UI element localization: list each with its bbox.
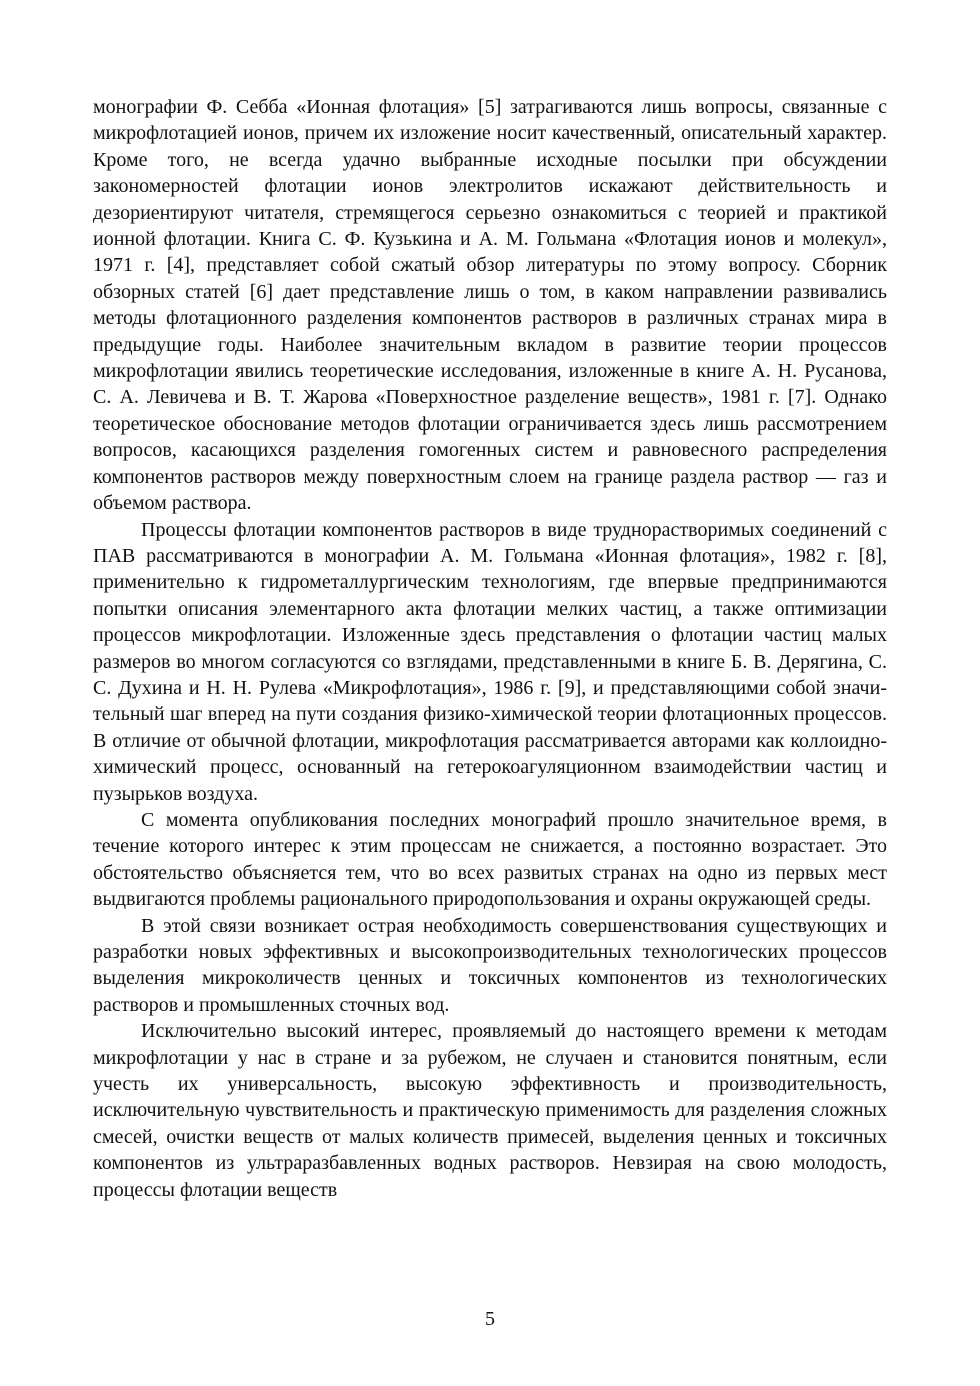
page-body: [93, 94, 887, 1203]
paragraph-5: Исключительно высокий интерес, проявляемый до настоящего времени к методам микрофлотации у нас в стране и за рубежом, не случаен и становится понятным, если учесть их универсальность, высокую эффективность и производительность, исключительную чувствительность и практическую применимость для разделения сложных смесей, очистки веществ от малых количеств примесей, выделения ценных и токсичных компонентов из ультраразбавленных водных растворов. Невзирая на свою молодость, процессы флотации веществ: [93, 1020, 887, 1201]
page-number: 5: [485, 1308, 495, 1330]
paragraph-3: С момента опубликования последних монографий прошло значительное время, в течение которого интерес к этим процессам не снижается, а постоянно возрастает. Это обстоятельство объясняется тем, что во всех развитых странах на одно из первых мест выдвигаются проблемы рационального природопользования и охраны окружающей среды.: [93, 808, 887, 911]
paragraph-4: В этой связи возникает острая необходимость совершенствования существующих и разработки новых эффективных и высокопроизводительных технологических процессов выделения микроколичеств ценных и токсичных компонентов из технологических растворов и промышленных сточных вод.: [93, 914, 887, 1016]
paragraph-2: Процессы флотации компонентов растворов в виде труднорастворимых соединений с ПАВ рассматриваются в монографии А. М. Гольмана «Ионная флотация», 1982 г. [8], применительно к гидрометаллургическим технологиям, где впервые предпринимаются попытки описания элементарного акта флотации мелких частиц, а также оптимизации процессов микрофлотации. Изложенные здесь представления о флотации частиц малых размеров во многом согласуются со взглядами, представленными в книге Б. В. Дерягина, С. С. Духина и Н. Н. Рулева «Микрофлотация», 1986 г. [9], и представляющими собой значительный шаг вперед на пути создания физико-химической теории флотационных процессов. В отличие от обычной флотации, микрофлотация рассматривается авторами как коллоидно-химический процесс, основанный на гетерокоагуляционном взаимодействии частиц и пузырьков воздуха.: [93, 518, 887, 805]
paragraph-1: монографии Ф. Себба «Ионная флотация» [5] затрагиваются лишь вопросы, связанные с микрофлотацией ионов, причем их изложение носит качественный, описательный характер. Кроме того, не всегда удачно выбранные исходные посылки при обсуждении закономерностей флотации ионов электролитов искажают действительность и дезориентируют читателя, стремящегося серьезно ознакомиться с теорией и практикой ионной флотации. Книга С. Ф. Кузькина и А. М. Гольмана «Флотация ионов и молекул», 1971 г. [4], представляет собой сжатый обзор литературы по этому вопросу. Сборник обзорных статей [6] дает представление лишь о том, в каком направлении развивались методы флотационного разделения компонентов растворов в различных странах мира в предыдущие годы. Наиболее значительным вкладом в развитие теории процессов микрофлотации явились теоретические исследования, изложенные в книге А. Н. Русанова, С. А. Левичева и В. Т. Жарова «Поверхностное разделение веществ», 1981 г. [7]. Однако теоретическое обоснование методов флотации ограничивается здесь лишь рассмотрением вопросов, касающихся разделения гомогенных систем и равновесного распределения компонентов растворов между поверхностным слоем на границе раздела раствор — газ и объемом раствора.: [93, 96, 887, 515]
